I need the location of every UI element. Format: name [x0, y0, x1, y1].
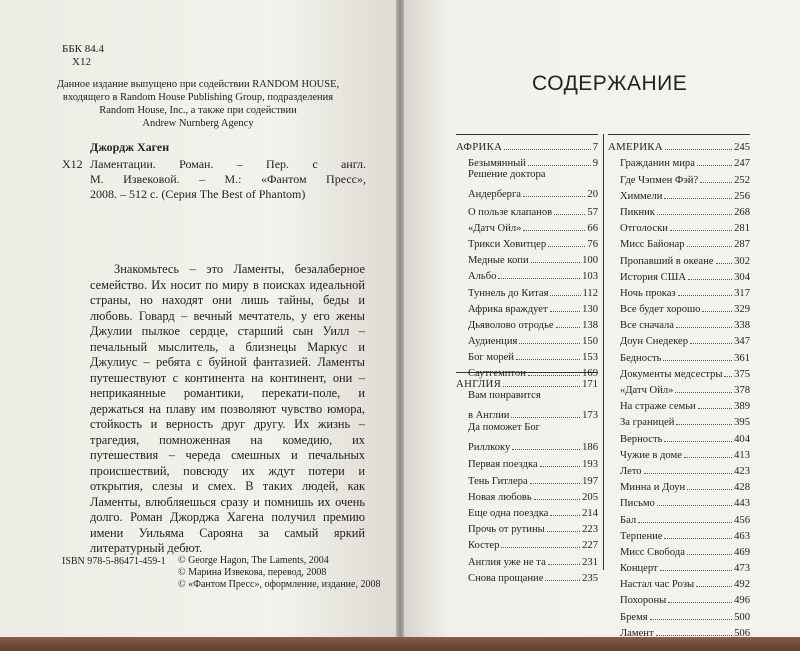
book-edge — [0, 637, 800, 651]
toc-entry — [456, 470, 598, 486]
toc-entry-title-cont: Риллкоку — [468, 442, 511, 454]
toc-entry — [456, 487, 598, 503]
toc-entry — [608, 186, 750, 202]
toc-entry — [608, 250, 750, 266]
toc-page-number: 100 — [582, 255, 598, 267]
toc-entry-title: О пользе клапанов — [468, 206, 553, 218]
toc-entry — [456, 169, 598, 201]
toc-leader — [554, 214, 585, 215]
toc-leader — [516, 359, 580, 360]
toc-page-number: 375 — [734, 368, 750, 380]
toc-leader — [664, 441, 732, 442]
toc-page-number: 456 — [734, 514, 750, 526]
toc-entry — [608, 526, 750, 542]
toc-page-number: 252 — [734, 174, 750, 186]
toc-column-africa — [456, 137, 598, 379]
toc-entry — [456, 250, 598, 266]
toc-page-number: 227 — [582, 540, 598, 552]
toc-page-number: 173 — [582, 410, 598, 422]
toc-page-number: 473 — [734, 563, 750, 575]
toc-page-number: 443 — [734, 498, 750, 510]
toc-page-number: 404 — [734, 433, 750, 445]
toc-page-number: 389 — [734, 401, 750, 413]
catalog-code: Х12 — [72, 56, 91, 68]
toc-entry-title: АНГЛИЯ — [456, 378, 502, 391]
toc-leader — [511, 417, 580, 418]
toc-entry-title: Терпение — [620, 530, 663, 542]
toc-entry-title: Решение доктора — [468, 169, 546, 181]
toc-leader — [531, 262, 580, 263]
toc-leader — [678, 295, 732, 296]
toc-entry — [608, 509, 750, 525]
toc-page-number: 57 — [587, 206, 598, 218]
toc-entry-title: Вам понравится — [468, 390, 541, 402]
toc-leader — [698, 408, 732, 409]
book-gutter — [396, 0, 404, 651]
toc-entry-title: Бремя — [620, 611, 648, 623]
toc-leader — [657, 214, 732, 215]
toc-page-number: 317 — [734, 287, 750, 299]
bibliographic-description: Ламентации. Роман. – Пер. с англ. М. Извековой. – М.: «Фантом Пресс», 2008. – 512 с. (Серия The Best of Phantom) — [90, 157, 366, 201]
toc-entry-title: Бог морей — [468, 352, 515, 364]
toc-leader — [550, 295, 580, 296]
isbn: ISBN 978-5-86471-459-1 — [62, 556, 166, 567]
toc-rule-top-right — [608, 134, 750, 135]
toc-entry-title: Верность — [620, 433, 663, 445]
toc-page-number: 231 — [582, 556, 598, 568]
toc-entry-title: На страже семьи — [620, 401, 696, 413]
toc-page-number: 150 — [582, 336, 598, 348]
toc-entry-title: История США — [620, 271, 687, 283]
toc-entry — [456, 422, 598, 454]
toc-leader — [676, 424, 732, 425]
toc-entry-title: Туннель до Китая — [468, 287, 549, 299]
toc-entry-title: Англия уже не та — [468, 556, 546, 568]
toc-page-number: 506 — [734, 627, 750, 639]
toc-entry-title-cont: в Англии — [468, 410, 510, 422]
toc-entry — [608, 234, 750, 250]
bbk-code: ББК 84.4 — [62, 43, 104, 55]
edition-note: Данное издание выпущено при содействии RANDOM HOUSE, входящего в Random House Publishing Group, подразделения Random House, Inc., а также при содействии Andrew Nurnberg Agency — [56, 79, 340, 129]
toc-page-number: 76 — [587, 238, 598, 250]
toc-leader — [550, 515, 580, 516]
toc-page-number: 247 — [734, 158, 750, 170]
toc-page-number: 205 — [582, 491, 598, 503]
toc-entry — [608, 542, 750, 558]
toc-leader — [501, 547, 580, 548]
toc-entry — [456, 568, 598, 584]
toc-page-number: 423 — [734, 465, 750, 477]
toc-entry-title: Еще одна поездка — [468, 507, 549, 519]
toc-entry — [608, 283, 750, 299]
toc-leader — [664, 198, 732, 199]
toc-section-heading — [456, 137, 598, 153]
toc-page-number: 428 — [734, 482, 750, 494]
toc-page-number: 138 — [582, 319, 598, 331]
toc-leader — [530, 483, 580, 484]
toc-section-heading — [608, 137, 750, 153]
toc-entry-title: Пикник — [620, 206, 655, 218]
toc-leader — [545, 580, 580, 581]
toc-page-number: 378 — [734, 385, 750, 396]
toc-page-number: 413 — [734, 449, 750, 461]
toc-entry — [456, 331, 598, 347]
toc-entry — [608, 380, 750, 396]
toc-entry-title: Прочь от рутины — [468, 524, 545, 536]
toc-entry-title: Африка враждует — [468, 303, 548, 315]
toc-leader — [504, 149, 590, 150]
toc-entry-title: Ночь проказ — [620, 287, 676, 299]
toc-leader — [660, 570, 732, 571]
toc-entry — [608, 623, 750, 639]
toc-entry-title: Бедность — [620, 352, 662, 364]
toc-entry — [456, 503, 598, 519]
toc-entry — [608, 347, 750, 363]
toc-page-number: 223 — [582, 524, 598, 536]
toc-entry-title: Чужие в доме — [620, 449, 682, 461]
toc-entry-title: Бал — [620, 514, 637, 526]
toc-page-number: 463 — [734, 530, 750, 542]
toc-column-america — [608, 137, 750, 639]
toc-entry-title: Безымянный — [468, 158, 526, 170]
toc-entry-title: Медные копи — [468, 255, 529, 267]
toc-entry — [456, 519, 598, 535]
toc-entry — [456, 282, 598, 298]
toc-page-number: 469 — [734, 546, 750, 558]
toc-page-number: 268 — [734, 206, 750, 218]
toc-leader — [665, 149, 732, 150]
catalog-code-2: Х12 — [62, 157, 83, 171]
toc-entry — [456, 454, 598, 470]
toc-leader — [663, 360, 732, 361]
toc-entry — [608, 558, 750, 574]
toc-entry — [608, 493, 750, 509]
toc-page-number: 347 — [734, 336, 750, 348]
toc-entry-title: Похороны — [620, 595, 667, 607]
toc-entry — [456, 218, 598, 234]
toc-entry-title-cont: Андерберга — [468, 189, 522, 201]
toc-entry-title: Минна и Доун — [620, 482, 686, 494]
toc-leader — [656, 635, 733, 636]
toc-page-number: 112 — [582, 287, 598, 299]
toc-entry-title: Пропавший в океане — [620, 255, 714, 267]
toc-leader — [534, 499, 580, 500]
toc-leader — [716, 263, 733, 264]
toc-leader — [702, 311, 732, 312]
toc-leader — [556, 327, 581, 328]
toc-entry — [608, 574, 750, 590]
toc-leader — [548, 564, 580, 565]
toc-leader — [550, 311, 580, 312]
toc-entry — [456, 315, 598, 331]
toc-leader — [664, 538, 732, 539]
toc-entry — [456, 299, 598, 315]
toc-leader — [528, 165, 591, 166]
toc-page-number: 193 — [582, 459, 598, 471]
toc-entry — [456, 551, 598, 567]
toc-entry-title: Саутгемптон — [468, 368, 526, 380]
toc-page-number: 492 — [734, 579, 750, 591]
toc-leader — [523, 196, 585, 197]
toc-page-number: 169 — [582, 368, 598, 380]
toc-entry-title: Ламент — [620, 627, 654, 639]
toc-entry-title: Химмели — [620, 190, 663, 202]
toc-entry — [456, 390, 598, 422]
toc-page-number: 496 — [734, 595, 750, 607]
toc-page-number: 256 — [734, 190, 750, 202]
toc-entry — [456, 266, 598, 282]
toc-leader — [687, 489, 732, 490]
annotation: Знакомьтесь – это Ламенты, безалаберное семейство. Их носит по миру в поисках идеальной страны, но находят они лишь тайны, беды и любовь. Говард – вечный мечтатель, у его жены Джулии пылкое сердце, старший сын Уилл – печальный мыслитель, а близнецы Маркус и Джулиус – ребята с буйной фантазией. Ламенты путешествуют с континента на континент, они – неприкаянные романтики, перекати-поле, и держаться на плаву им позволяют чувство юмора, стойкость и верность друг другу. Их жизнь – трагедия, помноженная на комедию, их путешествия – череда смешных и печальных происшествий, повсюду их ждут потери и открытия, слезы и смех. В таких людей, как Ламенты, влюбляешься сразу и помнишь их очень долго. Роман Джорджа Хагена получил премию имени Уильяма Сарояна за самый яркий литературный дебют. — [90, 262, 365, 555]
toc-page-number: 9 — [592, 158, 598, 170]
toc-entry-title: Где Чэпмен Фэй? — [620, 174, 699, 186]
toc-column-divider — [603, 134, 604, 570]
toc-entry-title: Тень Гитлера — [468, 475, 528, 487]
toc-page-number: 103 — [582, 271, 598, 283]
toc-leader — [644, 473, 733, 474]
toc-entry — [608, 299, 750, 315]
toc-entry-title: Новая любовь — [468, 491, 532, 503]
toc-entry — [608, 590, 750, 606]
toc-entry — [608, 461, 750, 477]
toc-column-england — [456, 374, 598, 584]
toc-entry-title: «Датч Ойл» — [468, 222, 522, 234]
toc-rule-top-left — [456, 134, 598, 135]
toc-leader — [503, 386, 580, 387]
toc-leader — [700, 182, 732, 183]
toc-leader — [638, 522, 732, 523]
toc-page-number: 66 — [587, 222, 598, 234]
toc-entry-title: Документы медсестры — [620, 368, 723, 380]
toc-leader — [688, 279, 732, 280]
author-name: Джордж Хаген — [90, 140, 170, 154]
toc-section-heading — [456, 374, 598, 390]
toc-entry-title: Альбо — [468, 271, 497, 283]
toc-entry — [456, 201, 598, 217]
toc-entry — [608, 331, 750, 347]
toc-page-number: 130 — [582, 303, 598, 315]
toc-entry-title: АМЕРИКА — [608, 141, 663, 154]
toc-entry-title: Все будет хорошо — [620, 304, 701, 316]
copyright-block: © George Hagon, The Laments, 2004 © Марина Извекова, перевод, 2008 © «Фантом Пресс», оформление, издание, 2008 — [178, 555, 381, 590]
toc-entry-title: Все сначала — [620, 320, 675, 332]
toc-entry — [608, 267, 750, 283]
toc-page-number: 304 — [734, 271, 750, 283]
toc-leader — [696, 586, 732, 587]
toc-entry-title: «Датч Ойл» — [620, 385, 674, 396]
toc-leader — [547, 531, 580, 532]
toc-leader — [657, 505, 732, 506]
toc-entry — [608, 169, 750, 185]
toc-entry — [608, 396, 750, 412]
toc-page-number: 171 — [582, 379, 598, 391]
toc-leader — [690, 343, 732, 344]
toc-leader — [523, 230, 585, 231]
toc-page-number: 245 — [734, 142, 750, 154]
toc-entry-title: Гражданин мира — [620, 158, 695, 170]
toc-entry-title: АФРИКА — [456, 141, 503, 154]
toc-entry — [608, 153, 750, 169]
toc-page-number: 197 — [582, 475, 598, 487]
toc-page-number: 7 — [592, 142, 598, 154]
toc-leader — [540, 466, 580, 467]
toc-entry-title: Костер — [468, 540, 500, 552]
toc-entry — [608, 218, 750, 234]
toc-entry-title: Настал час Розы — [620, 579, 695, 591]
toc-page-number: 214 — [582, 507, 598, 519]
toc-title: СОДЕРЖАНИЕ — [532, 72, 688, 95]
toc-entry-title: Дьяволово отродье — [468, 319, 554, 331]
toc-entry — [608, 412, 750, 428]
toc-entry-title: Да поможет Бог — [468, 422, 540, 434]
toc-entry — [456, 234, 598, 250]
toc-entry — [608, 477, 750, 493]
toc-leader — [676, 327, 732, 328]
toc-leader — [498, 278, 580, 279]
toc-page-number: 338 — [734, 320, 750, 332]
toc-entry — [456, 535, 598, 551]
toc-page-number: 186 — [582, 442, 598, 454]
toc-entry — [608, 364, 750, 380]
toc-entry-title: Лето — [620, 465, 642, 477]
toc-page-number: 500 — [734, 611, 750, 623]
toc-entry — [608, 606, 750, 622]
toc-entry-title: Мисс Свобода — [620, 546, 685, 558]
toc-leader — [670, 230, 732, 231]
toc-entry — [456, 153, 598, 169]
toc-leader — [519, 343, 580, 344]
toc-entry — [608, 202, 750, 218]
toc-page-number: 281 — [734, 223, 750, 235]
toc-leader — [668, 602, 732, 603]
toc-entry-title: Доун Снедекер — [620, 336, 689, 348]
toc-page-number: 361 — [734, 352, 750, 364]
toc-leader — [548, 246, 585, 247]
toc-entry-title: Трикси Ховитцер — [468, 238, 547, 250]
toc-leader — [512, 449, 580, 450]
toc-entry — [608, 445, 750, 461]
toc-entry-title: Первая поездка — [468, 459, 538, 471]
toc-page-number: 235 — [582, 572, 598, 584]
toc-leader — [697, 165, 732, 166]
toc-entry-title: Концерт — [620, 563, 658, 575]
toc-leader — [687, 246, 733, 247]
toc-entry-title: Отголоски — [620, 223, 668, 235]
toc-entry — [456, 347, 598, 363]
toc-entry-title: Снова прощание — [468, 572, 544, 584]
toc-leader — [675, 392, 732, 393]
toc-page-number: 287 — [734, 239, 750, 251]
toc-entry — [608, 428, 750, 444]
toc-entry — [608, 315, 750, 331]
toc-leader — [724, 376, 732, 377]
toc-page-number: 395 — [734, 417, 750, 429]
toc-entry-title: Аудиенция — [468, 336, 518, 348]
toc-entry-title: Письмо — [620, 498, 655, 510]
toc-page-number: 20 — [587, 189, 598, 201]
toc-page-number: 302 — [734, 255, 750, 267]
toc-entry-title: Мисс Байонар — [620, 239, 685, 251]
toc-page-number: 153 — [582, 352, 598, 364]
toc-page-number: 329 — [734, 304, 750, 316]
toc-leader — [687, 554, 732, 555]
toc-entry-title: За границей — [620, 417, 675, 429]
toc-leader — [650, 619, 732, 620]
toc-leader — [684, 457, 732, 458]
